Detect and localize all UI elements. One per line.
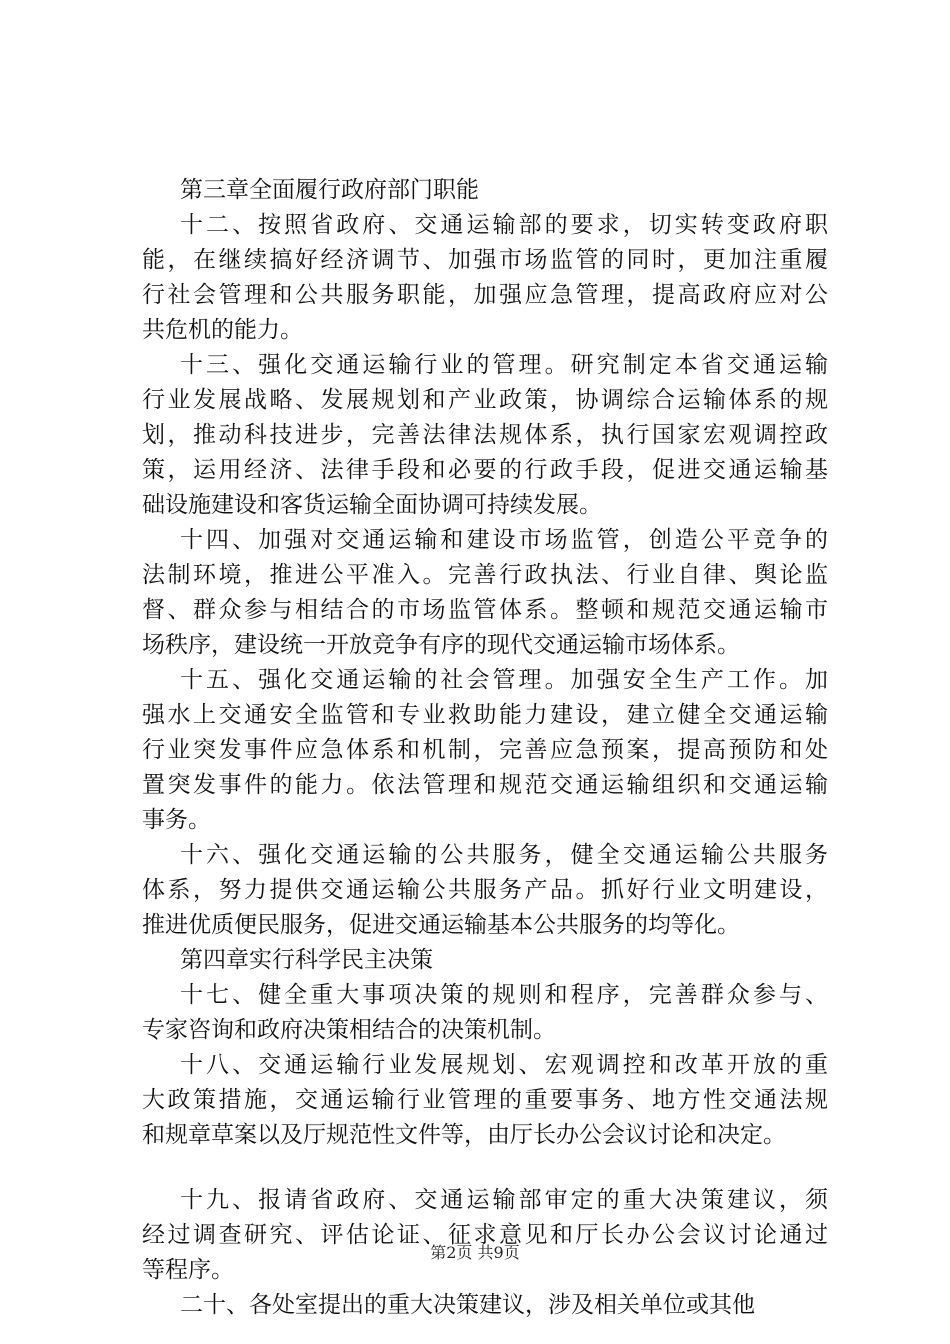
paragraph-line: 十五、强化交通运输的社会管理。加强安全生产工作。加: [180, 667, 828, 693]
paragraph-line: 大政策措施，交通运输行业管理的重要事务、地方性交通法规: [142, 1087, 828, 1113]
paragraph-line: 专家咨询和政府决策相结合的决策机制。: [142, 1017, 556, 1043]
paragraph-line: 体系，努力提供交通运输公共服务产品。抓好行业文明建设，: [142, 877, 828, 903]
paragraph-line: 和规章草案以及厅规范性文件等，由厅长办公会议讨论和决定。: [142, 1122, 786, 1148]
paragraph-line: 能，在继续搞好经济调节、加强市场监管的同时，更加注重履: [142, 247, 828, 273]
paragraph-line: 十七、健全重大事项决策的规则和程序，完善群众参与、: [180, 982, 828, 1008]
paragraph-line: 十三、强化交通运输行业的管理。研究制定本省交通运输: [180, 352, 828, 378]
paragraph-line: 行社会管理和公共服务职能，加强应急管理，提高政府应对公: [142, 282, 828, 308]
paragraph-line: 十九、报请省政府、交通运输部审定的重大决策建议，须: [180, 1187, 828, 1213]
paragraph-line: 共危机的能力。: [142, 317, 303, 343]
paragraph-line: 督、群众参与相结合的市场监管体系。整顿和规范交通运输市: [142, 597, 828, 623]
article-paragraph: [142, 523, 828, 663]
paragraph-line: 法制环境，推进公平准入。完善行政执法、行业自律、舆论监: [142, 562, 828, 588]
paragraph-line: 十六、强化交通运输的公共服务，健全交通运输公共服务: [180, 842, 828, 868]
article-paragraph: [142, 348, 828, 523]
paragraph-line: 行业发展战略、发展规划和产业政策，协调综合运输体系的规: [142, 387, 828, 413]
article-paragraph: [142, 663, 828, 838]
paragraph-line: 强水上交通安全监管和专业救助能力建设，建立健全交通运输: [142, 702, 828, 728]
paragraph-line: 经过调查研究、评估论证、征求意见和厅长办公会议讨论通过: [142, 1222, 828, 1248]
paragraph-line: 等程序。: [142, 1257, 234, 1283]
paragraph-line: 十八、交通运输行业发展规划、宏观调控和改革开放的重: [180, 1052, 828, 1078]
paragraph-line: 础设施建设和客货运输全面协调可持续发展。: [142, 492, 602, 518]
page-footer: 第2页 共9页: [430, 1243, 520, 1262]
paragraph-line: 策，运用经济、法律手段和必要的行政手段，促进交通运输基: [142, 457, 828, 483]
article-paragraph: [142, 1048, 828, 1153]
paragraph-line: 事务。: [142, 807, 211, 833]
article-paragraph: [142, 978, 828, 1048]
paragraph-line: 十二、按照省政府、交通运输部的要求，切实转变政府职: [180, 212, 828, 238]
article-paragraph: [142, 208, 828, 348]
paragraph-line: 推进优质便民服务，促进交通运输基本公共服务的均等化。: [142, 912, 740, 938]
article-paragraph: [142, 838, 828, 943]
paragraph-line: 行业突发事件应急体系和机制，完善应急预案，提高预防和处: [142, 737, 828, 763]
chapter-heading: 第四章实行科学民主决策: [180, 947, 433, 973]
article-paragraph: [142, 1288, 828, 1323]
paragraph-line: 划，推动科技进步，完善法律法规体系，执行国家宏观调控政: [142, 422, 828, 448]
paragraph-spacer: [142, 1153, 828, 1183]
paragraph-line: 置突发事件的能力。依法管理和规范交通运输组织和交通运输: [142, 772, 828, 798]
document-body: [142, 173, 828, 1323]
paragraph-line: 二十、各处室提出的重大决策建议，涉及相关单位或其他: [180, 1292, 755, 1318]
paragraph-line: 十四、加强对交通运输和建设市场监管，创造公平竞争的: [180, 527, 828, 553]
paragraph-line: 场秩序，建设统一开放竞争有序的现代交通运输市场体系。: [142, 632, 740, 658]
article-paragraph: [142, 1183, 828, 1288]
chapter-heading: 第三章全面履行政府部门职能: [180, 177, 479, 203]
